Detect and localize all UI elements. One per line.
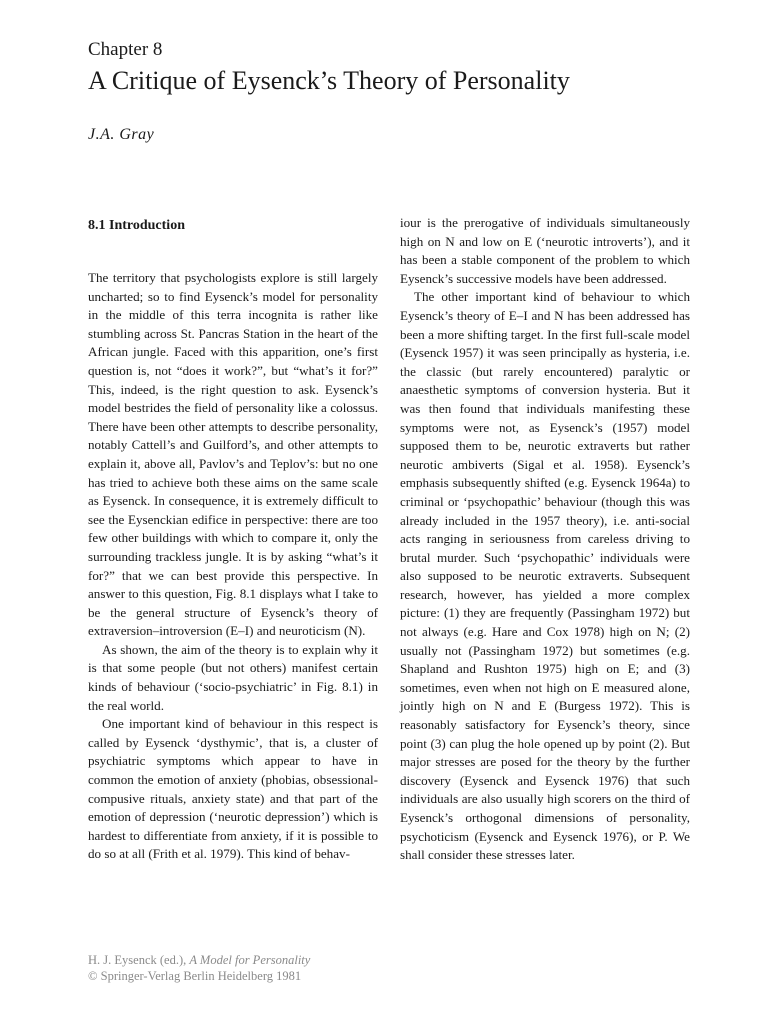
- footer-copyright: © Springer-Verlag Berlin Heidelberg 1981: [88, 969, 302, 983]
- paragraph: One important kind of behaviour in this respect is called by Eysenck ‘dysthymic’, that is, a cluster of psychiatric symptoms which appear to have in common the emotion of anxiety (phobias, obsessional-compusive rituals, anxiety state) and that part of the emotion of depression (‘neurotic depression’) which is hardest to differentiate from anxiety, if it is possible to do so at all (Frith et al. 1979). This kind of behav-: [88, 716, 378, 862]
- paragraph: The territory that psychologists explore is still largely uncharted; so to find Eysenck’s model for personality in the middle of this terra incognita is rather like stumbling across St. Pancras Station in the heart of the African jungle. Faced with this apparition, one’s first question is, not “does it work?”, but “what’s it for?” This, indeed, is the right question to ask. Eysenck’s model bestrides the field of personality like a colossus. There have been other attempts to describe personality, notably Cattell’s and Guilford’s, and other attempts to explain it, above all, Pavlov’s and Teplov’s: but no one has tried to achieve both these aims on the same scale as Eysenck. In consequence, it is extremely difficult to see the Eysenckian edifice in perspective: there are too few other buildings with which to compare it, only the surrounding trackless jungle. It is by asking “what’s it for?” that we can best provide this perspective. In answer to this question, Fig. 8.1 displays what I take to be the general structure of Eysenck’s theory of extraversion–introversion (E–I) and neuroticism (N).: [88, 270, 378, 639]
- paragraph: As shown, the aim of the theory is to explain why it is that some people (but not others) manifest certain kinds of behaviour (‘socio-psychiatric’ in Fig. 8.1) in the real world.: [88, 641, 378, 713]
- section-heading: 8.1 Introduction: [88, 218, 185, 233]
- chapter-title: A Critique of Eysenck’s Theory of Personality: [88, 66, 570, 95]
- footer-book-title: A Model for Personality: [189, 953, 311, 967]
- footer: [88, 952, 310, 984]
- paragraph: The other important kind of behaviour to which Eysenck’s theory of E–I and N has been addressed has been a more shifting target. In the first full-scale model (Eysenck 1957) it was seen principally as hysteria, i.e. the classic (but rarely encountered) paralytic or anaesthetic symptoms of conversion hysteria. But it was then found that individuals manifesting these symptoms were not, as Eysenck’s (1957) model supposed them to be, neurotic extraverts but rather neurotic ambiverts (Sigal et al. 1958). Eysenck’s emphasis subsequently shifted (e.g. Eysenck 1964a) to criminal or ‘psychopathic’ behaviour (though this was already included in the 1957 theory), i.e. anti-social acts ranging in seriousness from careless driving to brutal murder. Such ‘psychopathic’ individuals were also supposed to be neurotic extraverts. Subsequent research, however, has yielded a more complex picture: (1) they are frequently (Passingham 1972) but not always (e.g. Hare and Cox 1978) high on N; (2) usually not (Passingham 1972) but sometimes (e.g. Shapland and Rushton 1975) high on E; and (3) sometimes, even when not high on E measured alone, jointly high on N and E (Burgess 1972). This is reasonably satisfactory for Eysenck’s theory, since point (3) can plug the hole opened up by point (2). But major stresses are posed for the theory by the further discovery (Eysenck and Eysenck 1976) that such individuals are also usually high scorers on the third of Eysenck’s orthogonal dimensions of personality, psychoticism (Eysenck and Eysenck 1976), or P. We shall consider these stresses later.: [400, 289, 690, 863]
- left-column: [88, 217, 378, 864]
- chapter-label: Chapter 8: [88, 39, 163, 60]
- paragraph: iour is the prerogative of individuals simultaneously high on N and low on E (‘neurotic introverts’), and it has been a stable component of the problem to which Eysenck’s successive models have been addressed.: [400, 215, 690, 286]
- footer-editor: H. J. Eysenck (ed.),: [88, 953, 190, 967]
- footer-citation: [88, 952, 310, 968]
- author: J.A. Gray: [88, 126, 155, 143]
- right-column: [400, 214, 690, 865]
